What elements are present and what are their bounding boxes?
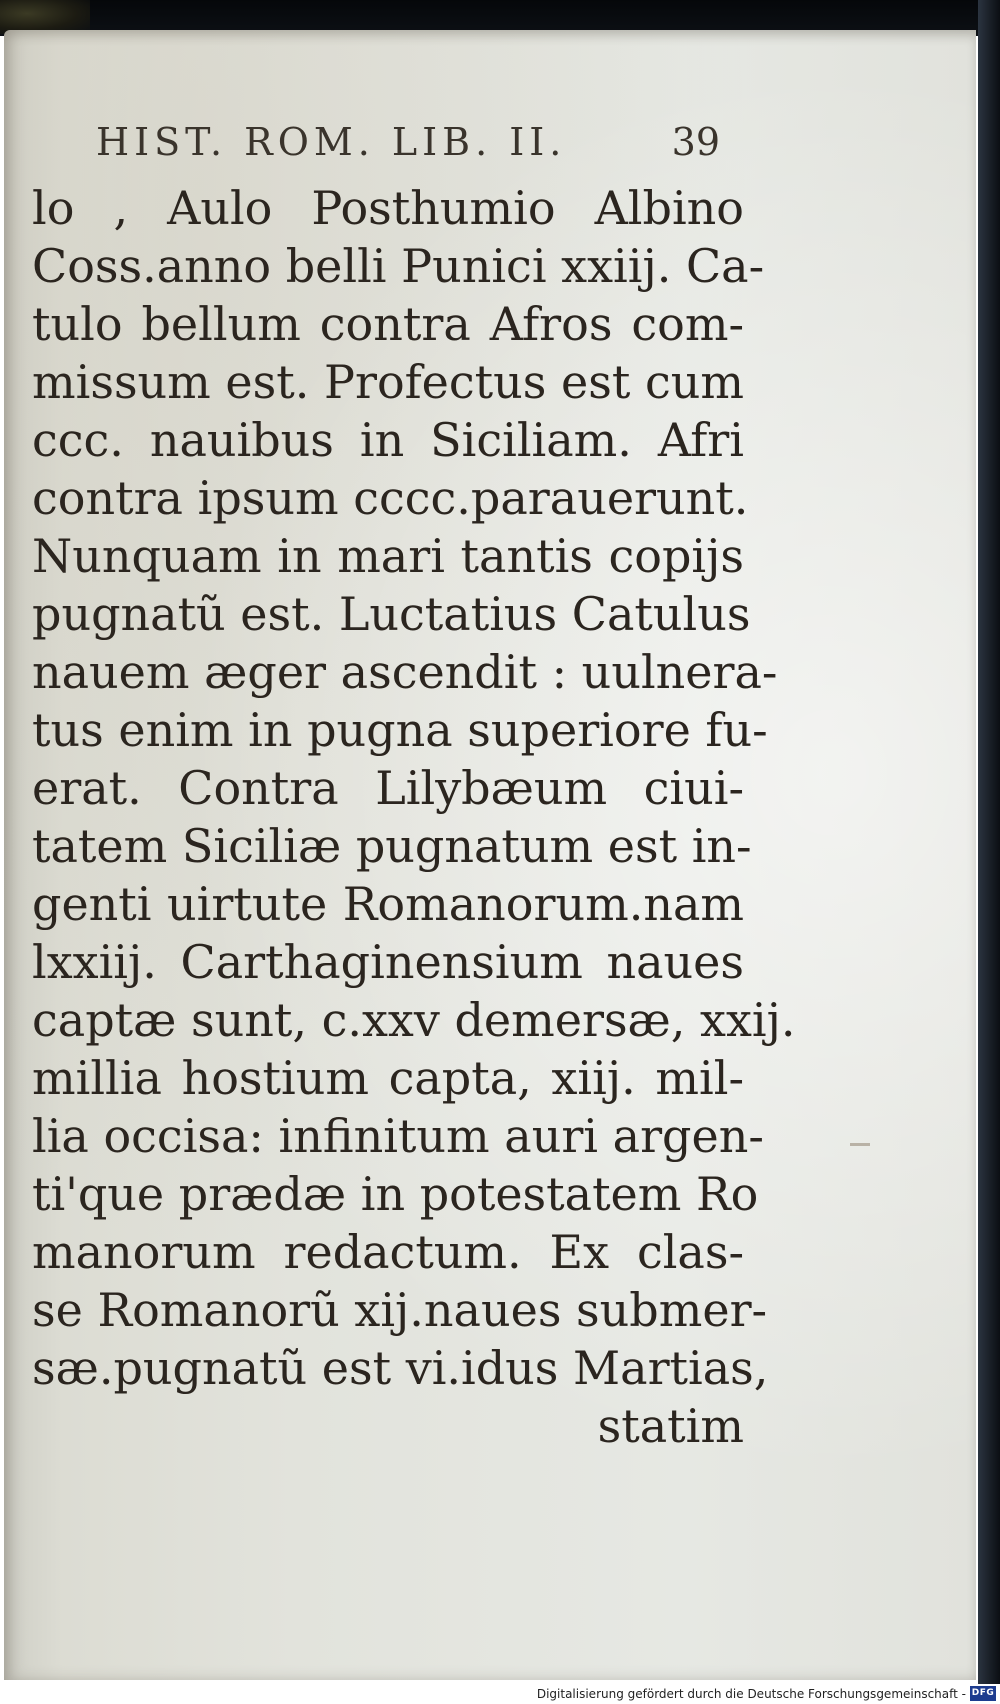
text-line: pugnatũ est. Luctatius Catulus (32, 587, 751, 641)
text-line: manorum redactum. Ex clas- (32, 1225, 744, 1279)
catchword: statim (597, 1399, 744, 1453)
text-line: ccc. nauibus in Siciliam. Afri (32, 413, 744, 467)
running-head-title: HIST. ROM. LIB. II. (96, 120, 567, 164)
text-line: tus enim in pugna superiore fu- (32, 703, 768, 757)
text-line: millia hostium capta, xiij. mil- (32, 1051, 744, 1105)
text-line: tatem Siciliæ pugnatum est in- (32, 819, 752, 873)
scan-right-edge (978, 0, 1000, 1684)
margin-mark (850, 1143, 870, 1146)
text-line: genti uirtute Romanorum.nam (32, 877, 744, 931)
text-line: missum est. Profectus est cum (32, 355, 744, 409)
text-line: lo , Aulo Posthumio Albino (32, 181, 744, 235)
text-line: lxxiij. Carthaginensium naues (32, 935, 744, 989)
text-line: tulo bellum contra Afros com- (32, 297, 744, 351)
text-line: Coss.anno belli Punici xxiij. Ca- (32, 239, 765, 293)
text-line: Nunquam in mari tantis copijs (32, 529, 744, 583)
text-line: lia occisa: infinitum auri argen- (32, 1109, 764, 1163)
book-page (4, 30, 976, 1680)
text-line: captæ sunt, c.xxv demersæ, xxij. (32, 993, 796, 1047)
text-line: se Romanorũ xij.naues submer- (32, 1283, 768, 1337)
running-head (96, 120, 720, 170)
funding-credit: Digitalisierung gefördert durch die Deutsche Forschungsgemeinschaft - (536, 1687, 966, 1701)
text-line: nauem æger ascendit : uulnera- (32, 645, 778, 699)
dfg-logo: DFG (970, 1686, 996, 1701)
footer-bar (0, 1684, 1000, 1704)
page-number: 39 (671, 120, 720, 164)
text-line: ti'que prædæ in potestatem Ro (32, 1167, 759, 1221)
text-line: erat. Contra Lilybæum ciui- (32, 761, 744, 815)
text-line: sæ.pugnatũ est vi.idus Martias, (32, 1341, 769, 1395)
binding-corner (0, 0, 90, 34)
text-line: contra ipsum cccc.parauerunt. (32, 471, 749, 525)
